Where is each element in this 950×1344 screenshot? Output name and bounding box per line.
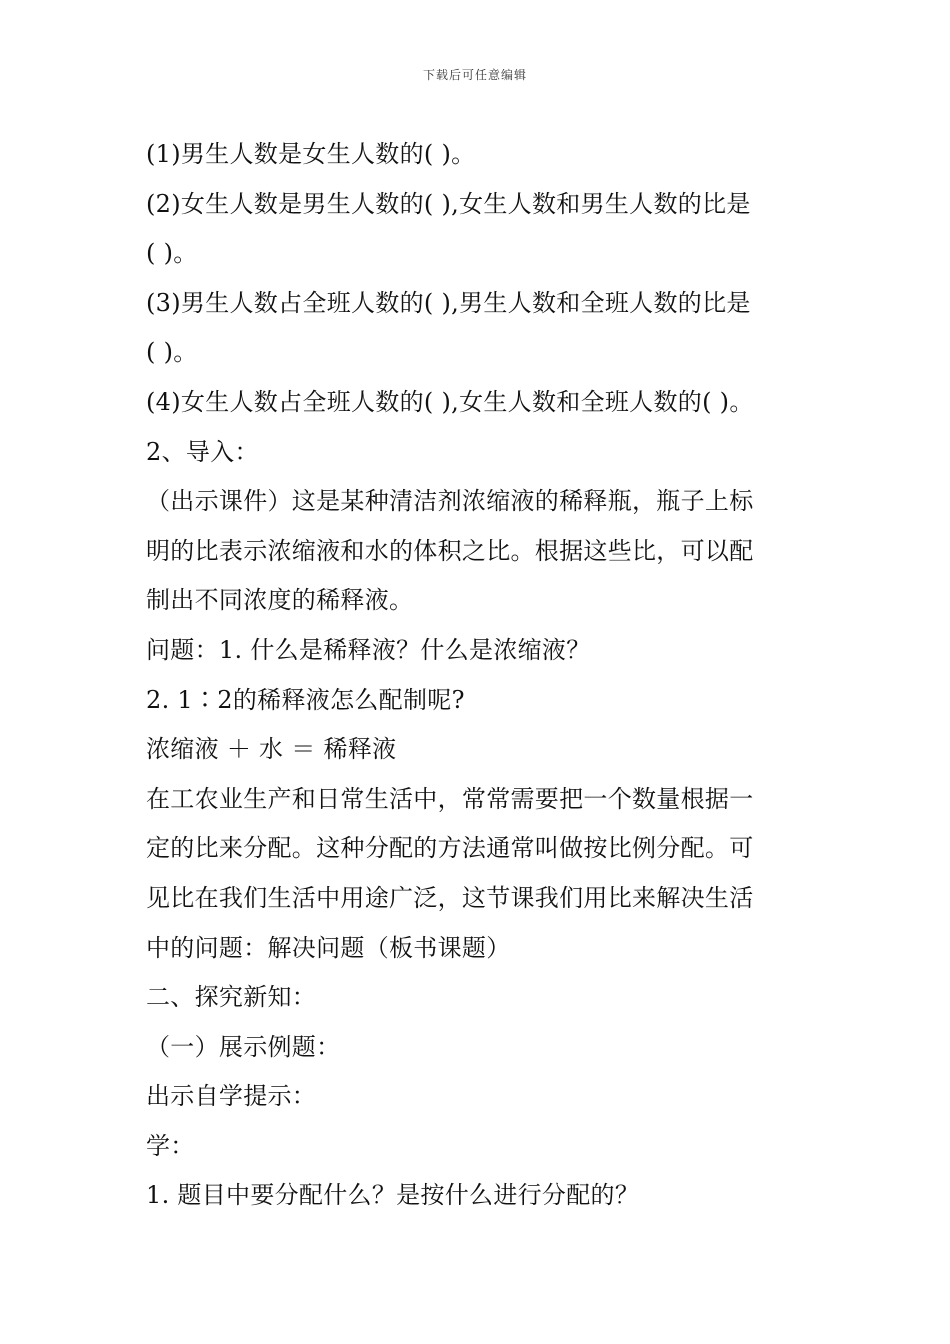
question-line-2-cont: ( )。 bbox=[146, 239, 198, 268]
paragraph-line: 在工农业生产和日常生活中，常常需要把一个数量根据一 bbox=[146, 784, 754, 813]
question-line-4: (4)女生人数占全班人数的( ),女生人数和全班人数的( )。 bbox=[146, 387, 754, 416]
subsection-heading: （一）展示例题： bbox=[146, 1032, 341, 1061]
paragraph-line: 定的比来分配。这种分配的方法通常叫做按比例分配。可 bbox=[146, 834, 754, 863]
section-heading: 二、探究新知： bbox=[146, 983, 317, 1012]
paragraph-line: （出示课件）这是某种清洁剂浓缩液的稀释瓶，瓶子上标 bbox=[146, 487, 754, 516]
paragraph-line: 学： bbox=[146, 1131, 195, 1160]
paragraph-line: 中的问题：解决问题（板书课题） bbox=[146, 933, 511, 962]
paragraph-line: 1. 题目中要分配什么？是按什么进行分配的？ bbox=[146, 1181, 640, 1210]
formula-line: 浓缩液 ＋ 水 ＝ 稀释液 bbox=[146, 735, 397, 764]
paragraph-line: 见比在我们生活中用途广泛，这节课我们用比来解决生活 bbox=[146, 883, 754, 912]
question-line-3: (3)男生人数占全班人数的( ),男生人数和全班人数的比是 bbox=[146, 288, 751, 317]
problem-line: 问题：1. 什么是稀释液？什么是浓缩液？ bbox=[146, 635, 591, 664]
question-line-1: (1)男生人数是女生人数的( )。 bbox=[146, 140, 476, 168]
document-body bbox=[146, 130, 810, 1221]
paragraph-line: 明的比表示浓缩液和水的体积之比。根据这些比，可以配 bbox=[146, 536, 754, 565]
question-line-3-cont: ( )。 bbox=[146, 338, 198, 367]
problem-line: 2. 1∶2的稀释液怎么配制呢? bbox=[146, 685, 465, 714]
section-intro-heading: 2、导入： bbox=[146, 437, 259, 466]
paragraph-line: 出示自学提示： bbox=[146, 1082, 317, 1111]
page-header: 下载后可任意编辑 bbox=[422, 68, 527, 82]
question-line-2: (2)女生人数是男生人数的( ),女生人数和男生人数的比是 bbox=[146, 189, 751, 218]
paragraph-line: 制出不同浓度的稀释液。 bbox=[146, 586, 414, 615]
